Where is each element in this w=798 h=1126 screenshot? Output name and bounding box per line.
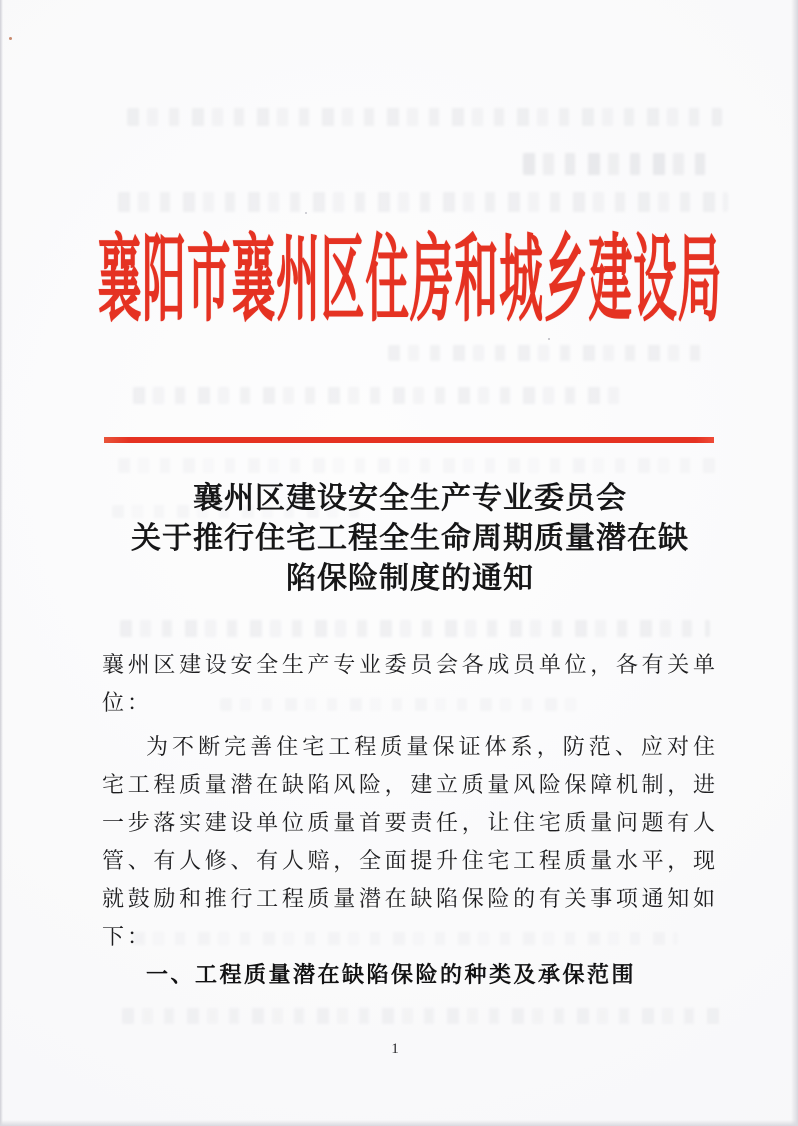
scan-speck <box>548 338 550 340</box>
red-divider-line <box>104 437 714 443</box>
body-paragraph: 为不断完善住宅工程质量保证体系，防范、应对住宅工程质量潜在缺陷风险，建立质量风险保障机制，进一步落实建设单位质量首要责任，让住宅质量问题有人管、有人修、有人赔，全面提升住宅工程质量水平，现就鼓励和推行工程质量潜在缺陷保险的有关事项通知如下： <box>102 734 718 949</box>
bleedthrough-ghost-row <box>118 192 728 212</box>
bleedthrough-ghost-row <box>523 153 708 175</box>
scan-speck <box>305 212 307 214</box>
document-title <box>102 479 718 599</box>
bleedthrough-ghost-row <box>120 620 710 637</box>
bleedthrough-ghost-row <box>133 387 623 404</box>
document-body <box>102 646 718 994</box>
document-title-line-3: 陷保险制度的通知 <box>286 562 534 595</box>
bleedthrough-ghost-row <box>122 1008 722 1024</box>
bleedthrough-ghost-row <box>388 345 703 361</box>
bleedthrough-ghost-row <box>127 108 722 126</box>
document-title-line-1: 襄州区建设安全生产专业委员会 <box>193 482 627 515</box>
scan-edge-left <box>0 0 3 1126</box>
scan-edge-bottom <box>0 1120 798 1126</box>
section-heading: 一、工程质量潜在缺陷保险的种类及承保范围 <box>146 962 637 987</box>
bleedthrough-ghost-row <box>118 458 723 473</box>
scan-speck <box>9 37 12 40</box>
letterhead <box>97 226 723 333</box>
page-number: 1 <box>391 1041 399 1057</box>
document-title-line-2: 关于推行住宅工程全生命周期质量潜在缺 <box>131 522 689 555</box>
salutation: 襄州区建设安全生产专业委员会各成员单位，各有关单位： <box>102 652 718 715</box>
scan-edge-right <box>791 0 798 1126</box>
agency-name-title: 襄阳市襄州区住房和城乡建设局 <box>97 226 723 333</box>
